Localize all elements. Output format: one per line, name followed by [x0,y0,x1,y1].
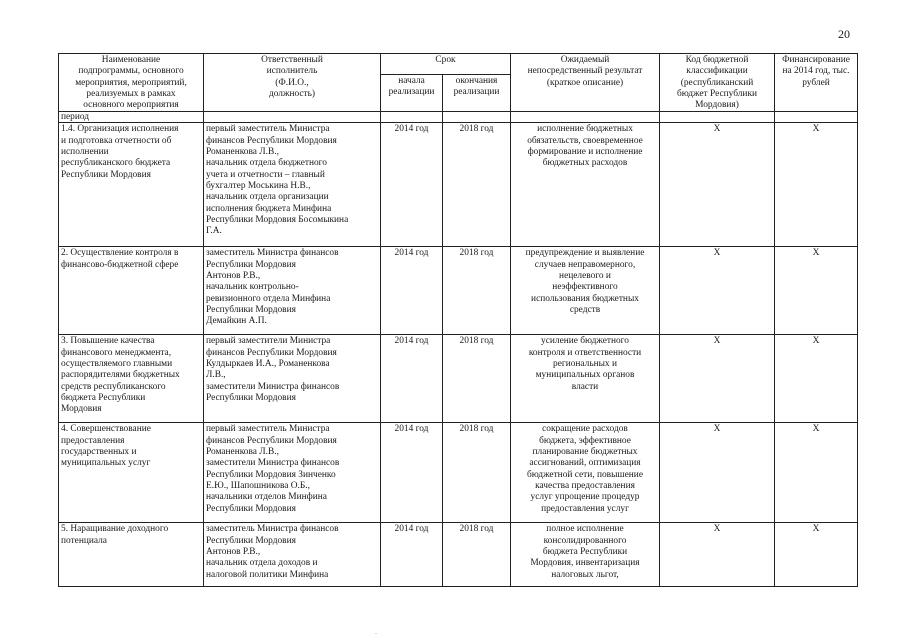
page-number: 20 [838,27,850,41]
period-empty-cell [443,112,511,123]
header-row [59,54,858,75]
activity-name: 4. Совершенствование предоставления государственных и муниципальных услуг [59,423,204,523]
table-row [59,123,858,247]
budget-code: Х [660,247,775,335]
period-empty-cell [204,112,381,123]
period-label: период [59,112,204,123]
responsible-executor: заместитель Министра финансов Республики Мордовия Антонов Р.В., начальник контрольно- ревизионного отдела Минфина Республики Мордовия Демайкин А.П. [204,247,381,335]
header-term-end: окончания реализации [443,74,511,112]
activity-name: 2. Осуществление контроля в финансово-бюджетной сфере [59,247,204,335]
expected-result: сокращение расходов бюджета, эффективное планирование бюджетных ассигнований, оптимизация бюджетной сети, повышение качества предоставления услуг упрощение процедур предоставления услуг [511,423,660,523]
start-year: 2014 год [381,123,443,247]
budget-code: Х [660,423,775,523]
budget-code: Х [660,523,775,587]
scan-mark: . [375,627,377,636]
table-row [59,335,858,423]
end-year: 2018 год [443,335,511,423]
activity-name: 1.4. Организация исполнения и подготовка отчетности об исполнении республиканского бюджета Республики Мордовия [59,123,204,247]
responsible-executor: первый заместитель Министра финансов Республики Мордовия Романенкова Л.В., начальник отдела бюджетного учета и отчетности – главный бухгалтер Моськина Н.В., начальник отдела организации исполнения бюджета Минфина Республики Мордовия Босомыкина Г.А. [204,123,381,247]
end-year: 2018 год [443,523,511,587]
expected-result: предупреждение и выявление случаев неправомерного, нецелевого и неэффективного использования бюджетных средств [511,247,660,335]
expected-result: усиление бюджетного контроля и ответственности региональных и муниципальных органов власти [511,335,660,423]
responsible-executor: первый заместитель Министра финансов Республики Мордовия Романенкова Л.В., заместители Министра финансов Республики Мордовия Зинченко Е.Ю., Шапошникова О.Б., начальники отделов Минфина Республики Мордовия [204,423,381,523]
financing-amount: Х [775,247,858,335]
header-name: Наименование подпрограммы, основного мероприятия, мероприятий, реализуемых в рамках основного мероприятия [59,54,204,112]
end-year: 2018 год [443,423,511,523]
period-row [59,112,858,123]
header-financing: Финансирование на 2014 год, тыс. рублей [775,54,858,112]
start-year: 2014 год [381,523,443,587]
activity-name: 3. Повышение качества финансового менеджмента, осуществляемого главными распорядителями бюджетных средств республиканского бюджета Республики Мордовия [59,335,204,423]
start-year: 2014 год [381,247,443,335]
activity-name: 5. Наращивание доходного потенциала [59,523,204,587]
period-empty-cell [381,112,443,123]
end-year: 2018 год [443,123,511,247]
start-year: 2014 год [381,335,443,423]
financing-amount: Х [775,123,858,247]
header-term-start: начала реализации [381,74,443,112]
expected-result: исполнение бюджетных обязательств, своевременное формирование и исполнение бюджетных расходов [511,123,660,247]
header-responsible: Ответственный исполнитель (Ф.И.О., должность) [204,54,381,112]
period-empty-cell [660,112,775,123]
period-empty-cell [511,112,660,123]
budget-code: Х [660,335,775,423]
financing-amount: Х [775,523,858,587]
financing-amount: Х [775,335,858,423]
budget-code: Х [660,123,775,247]
table-row [59,523,858,587]
header-term: Срок [381,54,511,75]
expected-result: полное исполнение консолидированного бюджета Республики Мордовия, инвентаризация налоговых льгот, [511,523,660,587]
header-budget-code: Код бюджетной классификации (республиканский бюджет Республики Мордовия) [660,54,775,112]
financing-amount: Х [775,423,858,523]
table-row [59,247,858,335]
table-row [59,423,858,523]
period-empty-cell [775,112,858,123]
responsible-executor: первый заместители Министра финансов Республики Мордовия Кулдыркаев И.А., Романенкова Л.В., заместители Министра финансов Республики Мордовия [204,335,381,423]
responsible-executor: заместитель Министра финансов Республики Мордовия Антонов Р.В., начальник отдела доходов и налоговой политики Минфина [204,523,381,587]
end-year: 2018 год [443,247,511,335]
start-year: 2014 год [381,423,443,523]
header-result: Ожидаемый непосредственный результат (краткое описание) [511,54,660,112]
program-activities-table [58,53,858,587]
